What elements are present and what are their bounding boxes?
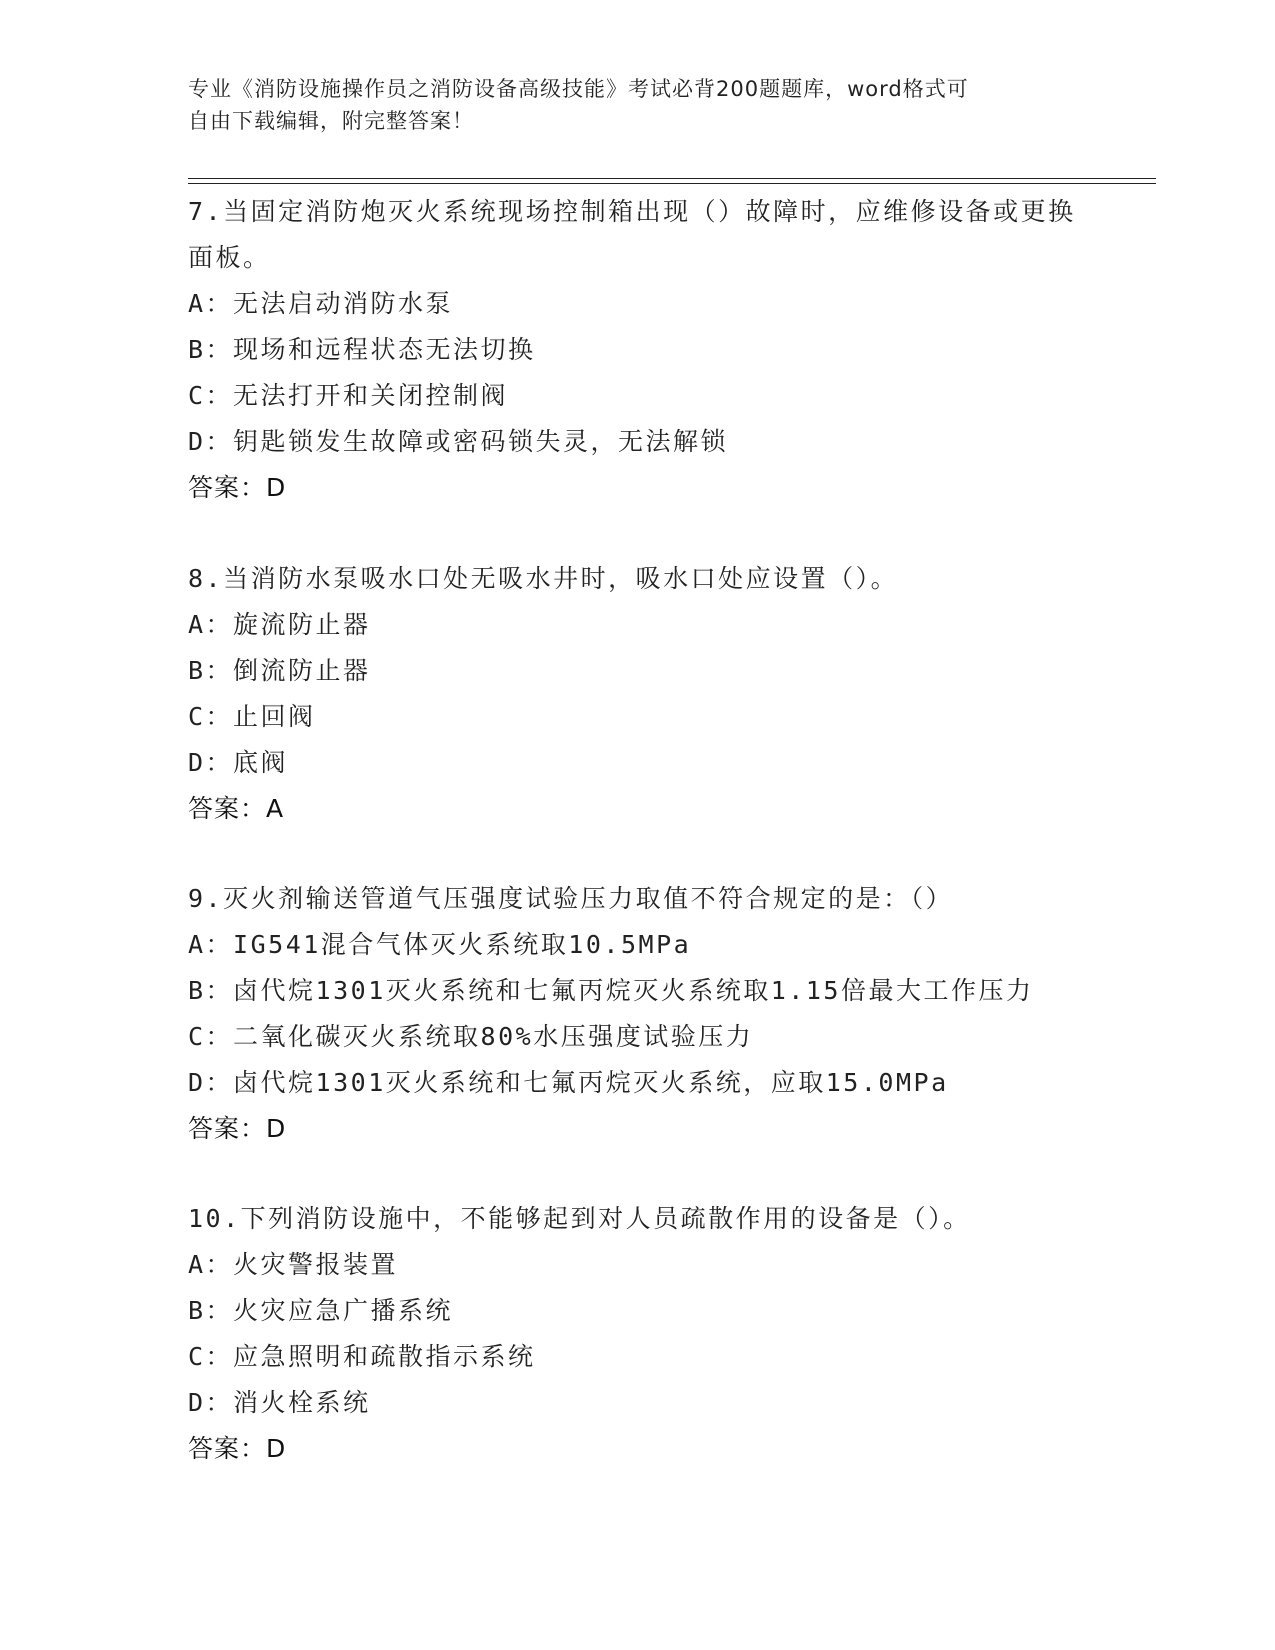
option-a: A：旋流防止器: [188, 610, 371, 639]
option-b: B：倒流防止器: [188, 656, 371, 685]
answer-line: 答案：D: [188, 1114, 287, 1143]
header-line-1: 专业《消防设施操作员之消防设备高级技能》考试必背200题题库，word格式可: [188, 77, 969, 101]
header-line-2: 自由下载编辑，附完整答案！: [188, 109, 474, 133]
answer-line: 答案：D: [188, 1434, 287, 1463]
question-stem: 9.灭火剂输送管道气压强度试验压力取值不符合规定的是：（）: [188, 884, 954, 913]
option-c: C：二氧化碳灭火系统取80%水压强度试验压力: [188, 1022, 754, 1051]
option-c: C：止回阀: [188, 702, 316, 731]
option-a: A：IG541混合气体灭火系统取10.5MPa: [188, 930, 692, 959]
question-block: [188, 1196, 1088, 1472]
option-b: B：现场和远程状态无法切换: [188, 335, 536, 364]
option-b: B：火灾应急广播系统: [188, 1296, 454, 1325]
question-block: [188, 189, 1088, 511]
option-a: A：火灾警报装置: [188, 1250, 399, 1279]
option-d: D：消火栓系统: [188, 1388, 371, 1417]
option-c: C：无法打开和关闭控制阀: [188, 381, 509, 410]
header-divider-top: [188, 178, 1156, 179]
option-d: D：底阀: [188, 748, 289, 777]
option-a: A：无法启动消防水泵: [188, 289, 454, 318]
option-d: D：卤代烷1301灭火系统和七氟丙烷灭火系统，应取15.0MPa: [188, 1068, 949, 1097]
answer-line: 答案：A: [188, 794, 285, 823]
question-block: [188, 876, 1088, 1152]
option-d: D：钥匙锁发生故障或密码锁失灵，无法解锁: [188, 427, 729, 456]
question-stem: 8.当消防水泵吸水口处无吸水井时，吸水口处应设置（）。: [188, 564, 899, 593]
option-b: B：卤代烷1301灭火系统和七氟丙烷灭火系统取1.15倍最大工作压力: [188, 976, 1034, 1005]
question-block: [188, 556, 1088, 832]
question-stem: 7.当固定消防炮灭火系统现场控制箱出现（）故障时，应维修设备或更换面板。: [188, 197, 1076, 272]
document-header: [188, 73, 1088, 137]
header-divider-bottom: [188, 183, 1156, 184]
option-c: C：应急照明和疏散指示系统: [188, 1342, 536, 1371]
question-stem: 10.下列消防设施中，不能够起到对人员疏散作用的设备是（）。: [188, 1204, 971, 1233]
answer-line: 答案：D: [188, 473, 287, 502]
